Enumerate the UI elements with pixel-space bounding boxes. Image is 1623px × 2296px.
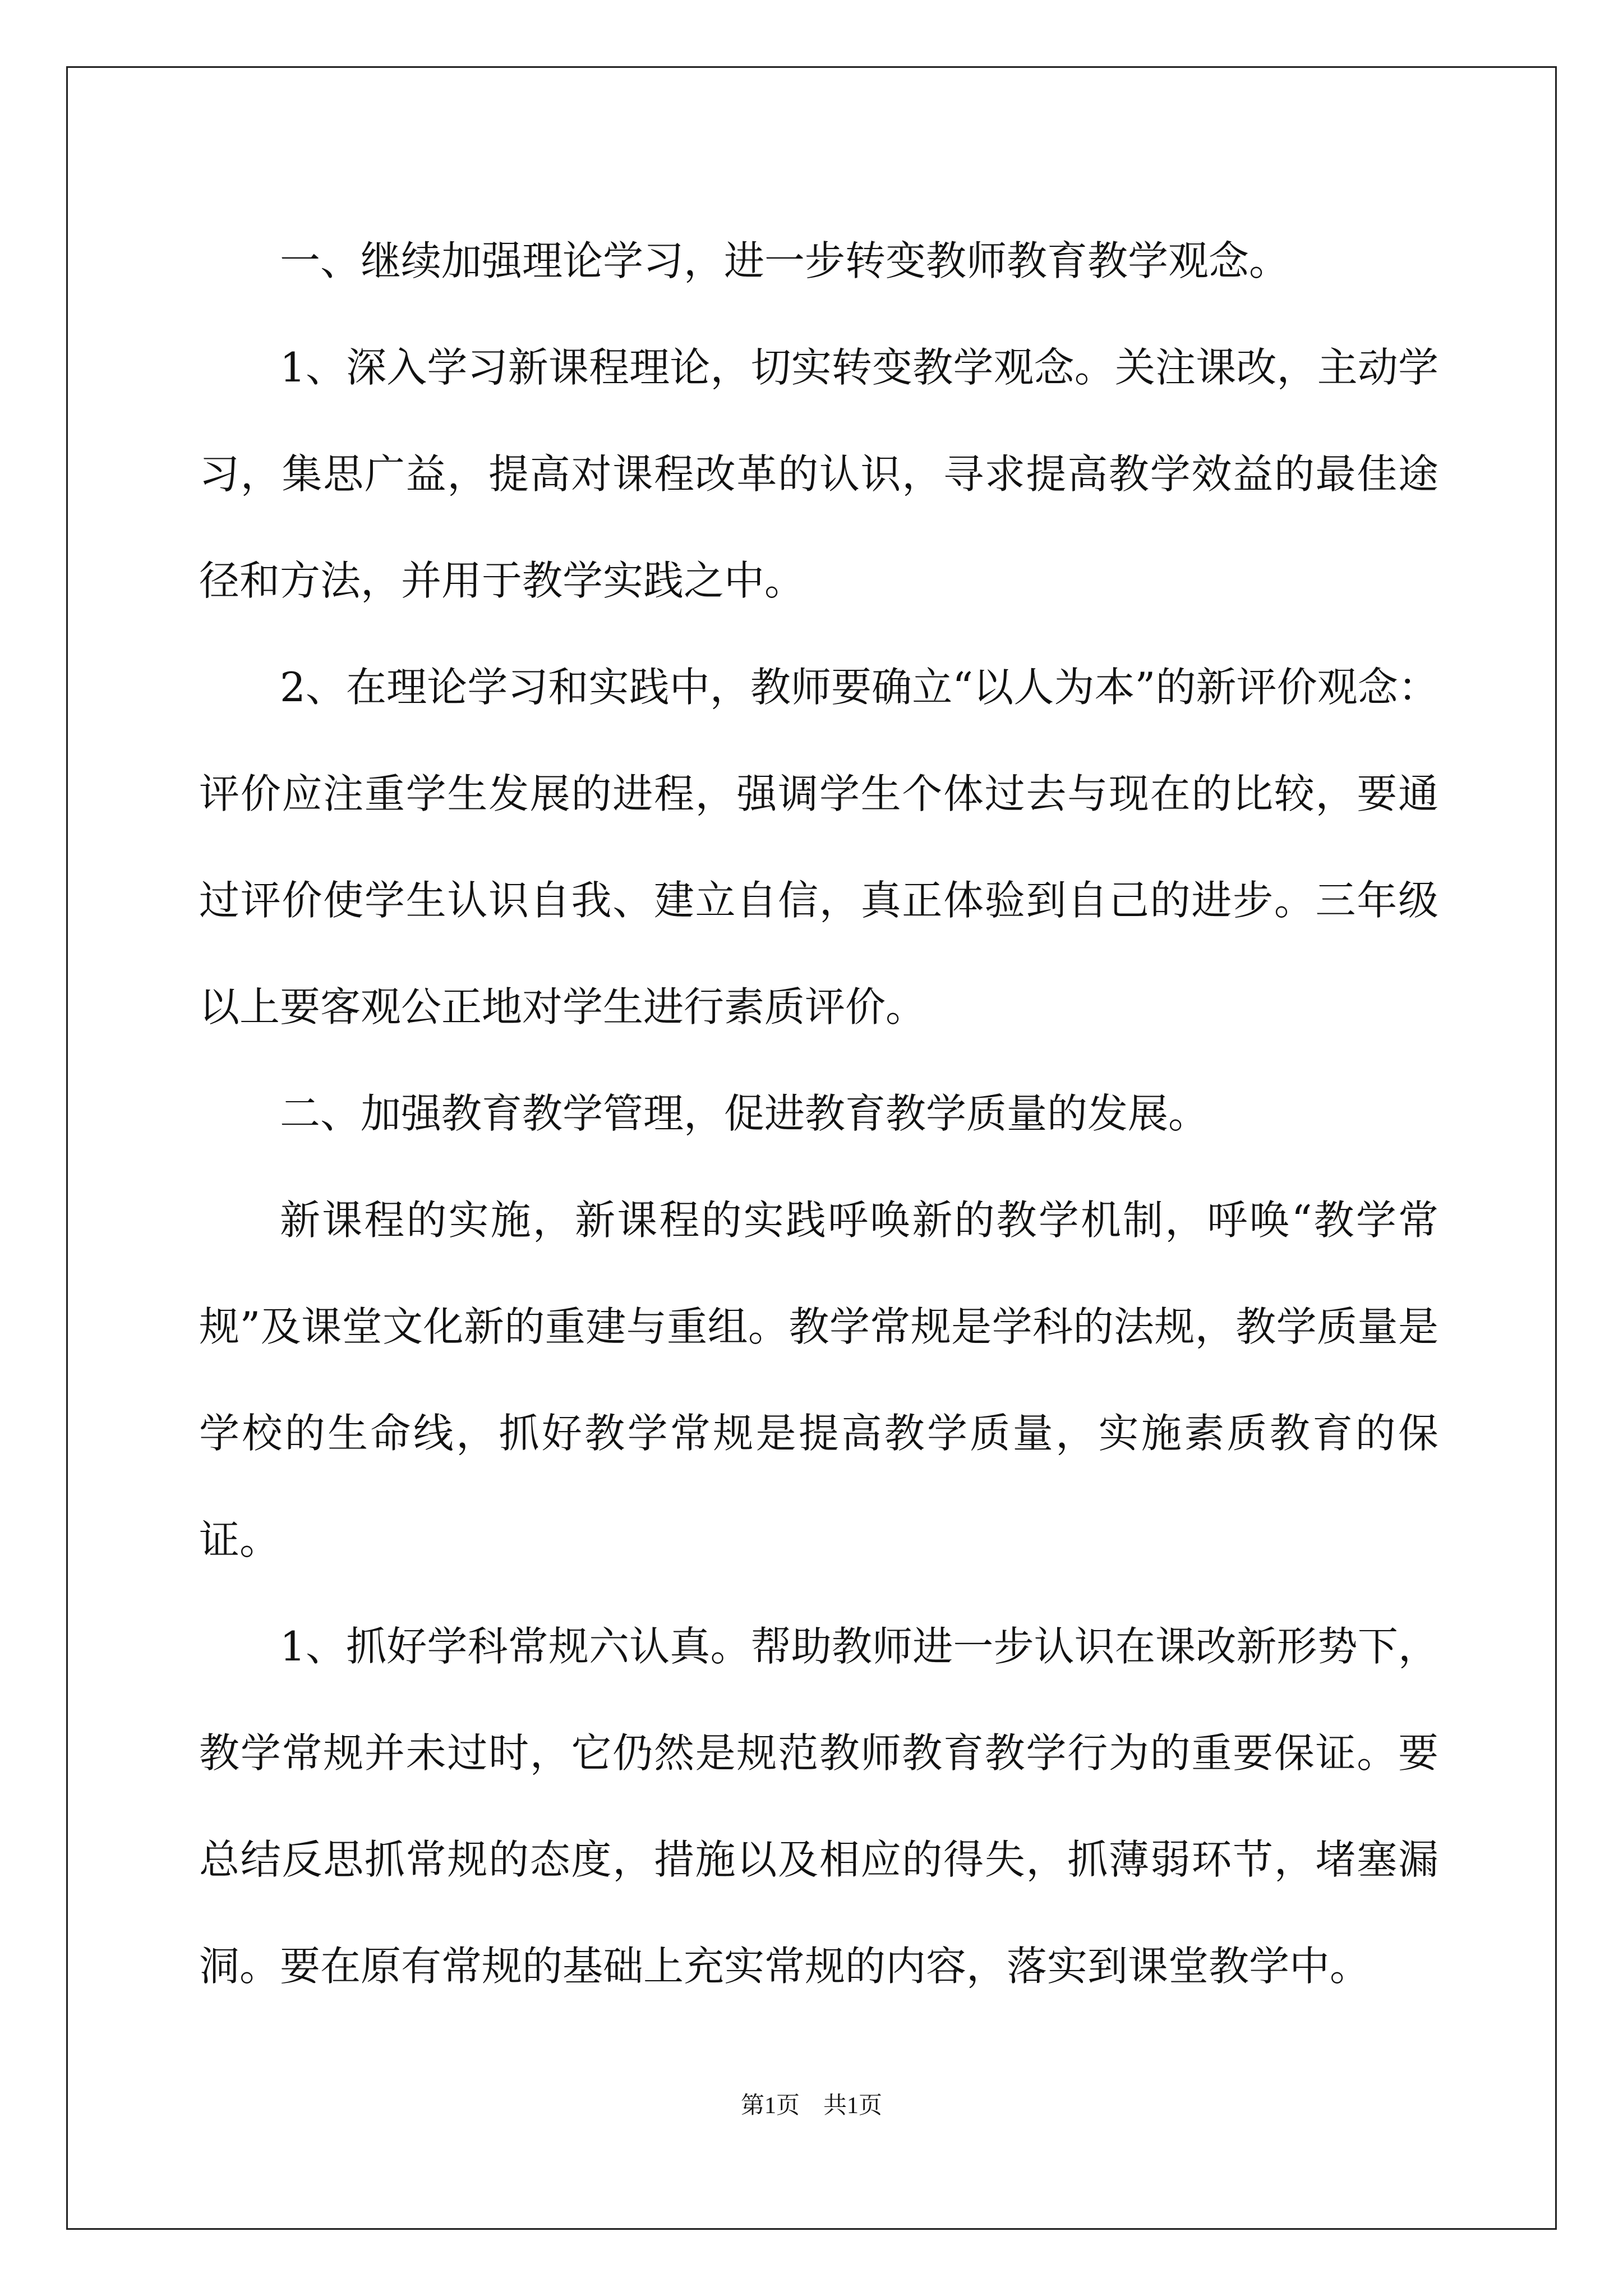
paragraph-heading-1: 一、继续加强理论学习，进一步转变教师教育教学观念。 <box>280 237 1290 284</box>
paragraph-2-1: 1、抓好学科常规六认真。帮助教师进一步认识在课改新形势下，教学常规并未过时，它仍然是规范教师教育教学行为的重要保证。要总结反思抓常规的态度，措施以及相应的得失，抓薄弱环节，堵塞漏洞。要在原有常规的基础上充实常规的内容，落实到课堂教学中。 <box>199 1623 1438 1990</box>
paragraph-heading-2: 二、加强教育教学管理，促进教育教学质量的发展。 <box>280 1090 1209 1137</box>
document-body <box>199 208 1438 2019</box>
page-number-footer: 第1页 共1页 <box>740 2093 882 2119</box>
paragraph-2-intro: 新课程的实施，新课程的实践呼唤新的教学机制，呼唤“教学常规”及课堂文化新的重建与重组。教学常规是学科的法规，教学质量是学校的生命线，抓好教学常规是提高教学质量，实施素质教育的保证。 <box>199 1197 1438 1563</box>
paragraph-1-2: 2、在理论学习和实践中，教师要确立“以人为本”的新评价观念：评价应注重学生发展的进程，强调学生个体过去与现在的比较，要通过评价使学生认识自我、建立自信，真正体验到自己的进步。三年级以上要客观公正地对学生进行素质评价。 <box>199 664 1438 1030</box>
paragraph-1-1: 1、深入学习新课程理论，切实转变教学观念。关注课改，主动学习，集思广益，提高对课程改革的认识，寻求提高教学效益的最佳途径和方法，并用于教学实践之中。 <box>199 344 1438 604</box>
